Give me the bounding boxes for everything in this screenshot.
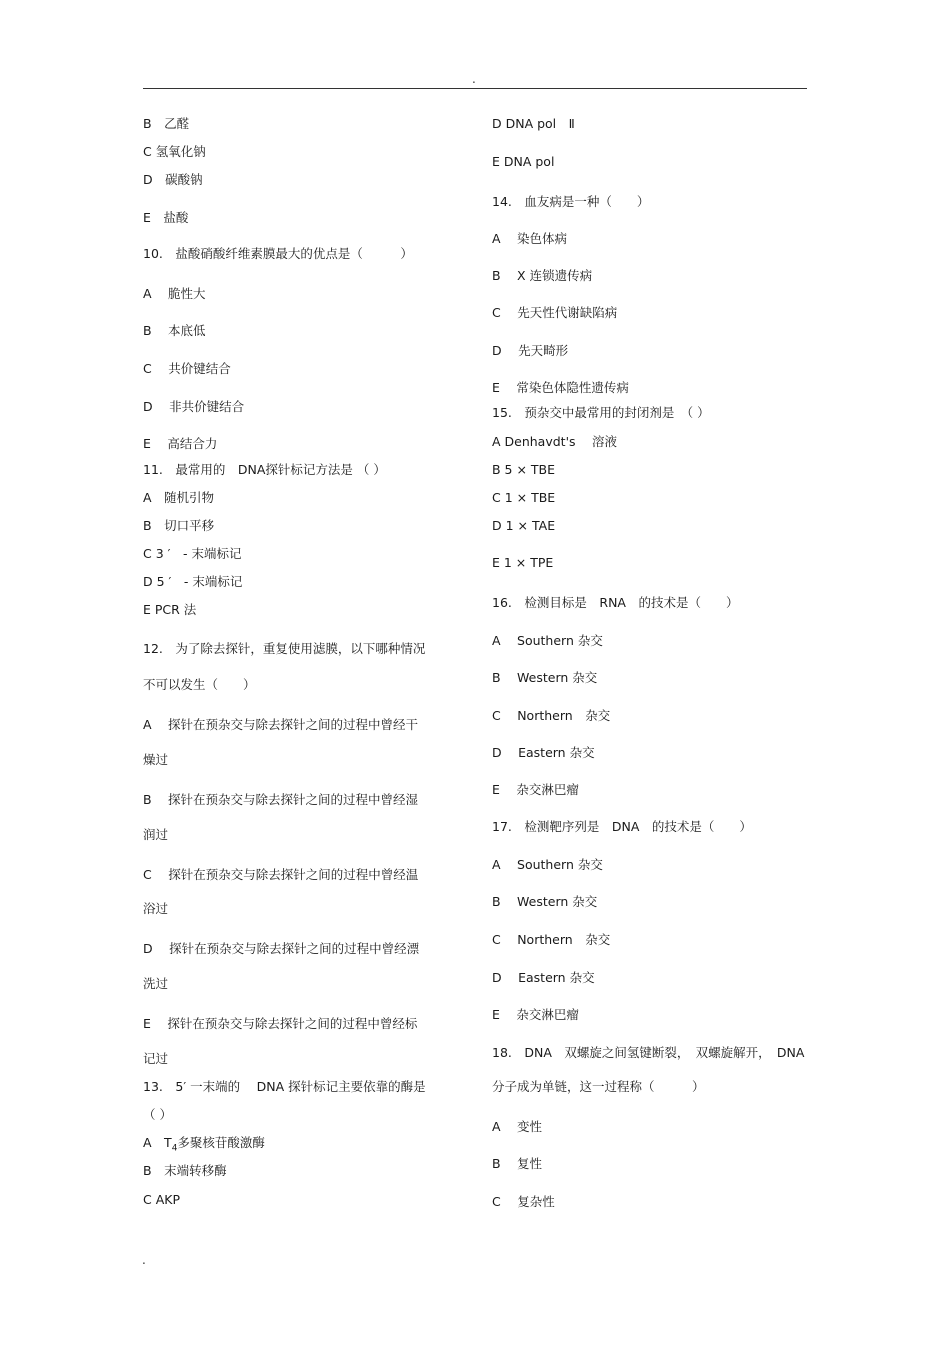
- option-label: 多聚核苷酸激酶: [177, 1135, 265, 1150]
- option-text: 浴过: [143, 901, 169, 916]
- option-text: B Western 杂交: [492, 894, 598, 909]
- option-text: A 随机引物: [143, 490, 215, 505]
- option-text: D 非共价键结合: [143, 399, 245, 414]
- option-text: 燥过: [143, 752, 169, 767]
- option-text: B Western 杂交: [492, 670, 598, 685]
- footer-dot: .: [142, 1253, 146, 1267]
- option-text: E 高结合力: [143, 436, 218, 451]
- question-text: 18. DNA 双螺旋之间氢键断裂， 双螺旋解开， DNA: [492, 1045, 805, 1060]
- subscript: 4: [171, 1143, 178, 1154]
- option-text: 润过: [143, 827, 169, 842]
- option-text: B 探针在预杂交与除去探针之间的过程中曾经湿: [143, 792, 419, 807]
- option-text: D Eastern 杂交: [492, 745, 595, 760]
- option-text: E 常染色体隐性遗传病: [492, 380, 629, 395]
- header-dot: .: [472, 72, 476, 86]
- option-text: B 复性: [492, 1156, 543, 1171]
- option-text: D DNA pol Ⅱ: [492, 116, 575, 131]
- option-text: A Southern 杂交: [492, 633, 603, 648]
- question-text: 12. 为了除去探针，重复使用滤膜，以下哪种情况: [143, 641, 426, 656]
- option-text: E 1 × TPE: [492, 555, 554, 570]
- option-text: C AKP: [143, 1192, 180, 1207]
- option-text: E 盐酸: [143, 210, 189, 225]
- option-text: C 探针在预杂交与除去探针之间的过程中曾经温: [143, 867, 419, 882]
- option-text: 记过: [143, 1051, 169, 1066]
- question-text: 14. 血友病是一种（ ）: [492, 194, 650, 209]
- option-text: C 先天性代谢缺陷病: [492, 305, 618, 320]
- question-text: 不可以发生（ ）: [143, 677, 256, 692]
- option-text: E DNA pol: [492, 154, 555, 169]
- question-text: 分子成为单链，这一过程称（ ）: [492, 1079, 705, 1094]
- option-text: E 杂交淋巴瘤: [492, 782, 579, 797]
- option-text: C 3 ′ - 末端标记: [143, 546, 242, 561]
- option-text: C 氢氧化钠: [143, 144, 206, 159]
- option-text: A 探针在预杂交与除去探针之间的过程中曾经干: [143, 717, 419, 732]
- option-text: E 探针在预杂交与除去探针之间的过程中曾经标: [143, 1016, 418, 1031]
- option-text: B 切口平移: [143, 518, 215, 533]
- question-text: 11. 最常用的 DNA探针标记方法是 （ ）: [143, 462, 386, 477]
- option-text: E PCR 法: [143, 602, 197, 617]
- question-text: 15. 预杂交中最常用的封闭剂是 （ ）: [492, 405, 710, 420]
- option-text: A 染色体病: [492, 231, 568, 246]
- option-text: B 末端转移酶: [143, 1163, 227, 1178]
- option-text: B 本底低: [143, 323, 206, 338]
- option-text: A 变性: [492, 1119, 543, 1134]
- option-text: A Denhavdt's 溶液: [492, 434, 618, 449]
- option-letter: A T: [143, 1135, 172, 1150]
- option-text: D 5 ′ - 末端标记: [143, 574, 243, 589]
- option-text: C Northern 杂交: [492, 708, 611, 723]
- question-text: 17. 检测靶序列是 DNA 的技术是（ ）: [492, 819, 752, 834]
- question-text: 16. 检测目标是 RNA 的技术是（ ）: [492, 595, 739, 610]
- option-text: D Eastern 杂交: [492, 970, 595, 985]
- option-text: C 共价键结合: [143, 361, 231, 376]
- option-text: D 探针在预杂交与除去探针之间的过程中曾经漂: [143, 941, 420, 956]
- question-text: 10. 盐酸硝酸纤维素膜最大的优点是（ ）: [143, 246, 413, 261]
- option-text: A 脆性大: [143, 286, 206, 301]
- option-text: B X 连锁遗传病: [492, 268, 593, 283]
- option-text: D 碳酸钠: [143, 172, 203, 187]
- option-text: B 乙醛: [143, 116, 190, 131]
- option-text: B 5 × TBE: [492, 462, 556, 477]
- option-text: E 杂交淋巴瘤: [492, 1007, 579, 1022]
- option-text: C Northern 杂交: [492, 932, 611, 947]
- question-text: （ ）: [143, 1107, 172, 1122]
- option-text: D 1 × TAE: [492, 518, 556, 533]
- option-text: D 先天畸形: [492, 343, 569, 358]
- option-text: C 1 × TBE: [492, 490, 556, 505]
- option-text: C 复杂性: [492, 1194, 555, 1209]
- option-text: [143, 1135, 265, 1154]
- option-text: 洗过: [143, 976, 169, 991]
- header-rule: [143, 88, 807, 89]
- option-text: A Southern 杂交: [492, 857, 603, 872]
- question-text: 13. 5′ 一末端的 DNA 探针标记主要依靠的酶是: [143, 1079, 426, 1094]
